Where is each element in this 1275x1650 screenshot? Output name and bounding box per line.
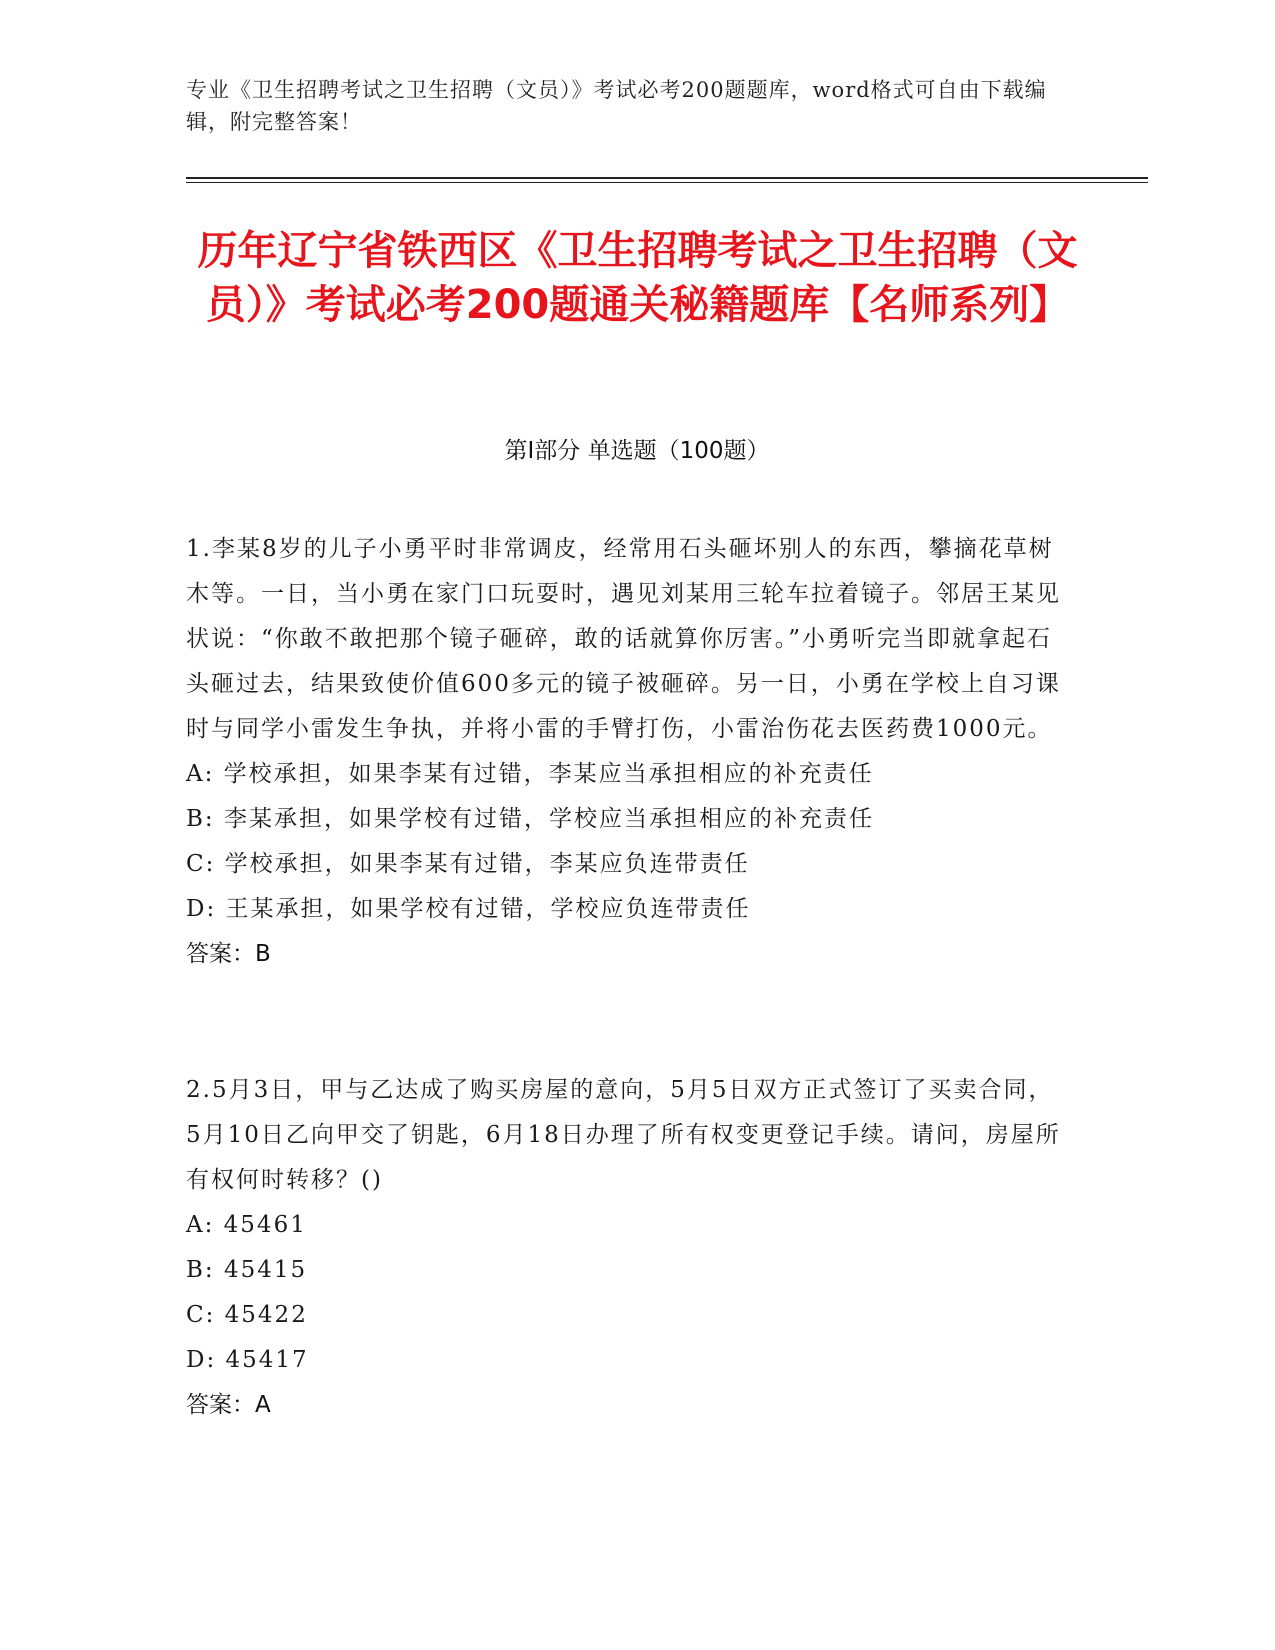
header-note: 专业《卫生招聘考试之卫生招聘（文员）》考试必考200题题库，word格式可自由下载编辑，附完整答案！: [186, 78, 1047, 134]
answer: 答案：B: [186, 941, 271, 967]
section-heading: 第Ⅰ部分 单选题（100题）: [504, 438, 770, 464]
option-d: D: 45417: [186, 1347, 309, 1373]
header-divider-thin: [186, 182, 1148, 183]
question-1: [186, 527, 1066, 977]
answer: 答案：A: [186, 1392, 271, 1418]
option-c: C: 45422: [186, 1302, 308, 1328]
question-2: [186, 1068, 1066, 1428]
option-b: B: 45415: [186, 1257, 308, 1283]
option-d: D: 王某承担，如果学校有过错，学校应负连带责任: [186, 896, 751, 922]
question-stem: 1.李某8岁的儿子小勇平时非常调皮，经常用石头砸坏别人的东西，攀摘花草树木等。一日，当小勇在家门口玩耍时，遇见刘某用三轮车拉着镜子。邻居王某见状说：“你敢不敢把那个镜子砸碎，敢的话就算你厉害。”小勇听完当即就拿起石头砸过去，结果致使价值600多元的镜子被砸碎。另一日，小勇在学校上自习课时与同学小雷发生争执，并将小雷的手臂打伤，小雷治伤花去医药费1000元。: [186, 536, 1061, 742]
option-a: A: 学校承担，如果李某有过错，李某应当承担相应的补充责任: [186, 761, 874, 787]
option-b: B: 李某承担，如果学校有过错，学校应当承担相应的补充责任: [186, 806, 874, 832]
option-c: C: 学校承担，如果李某有过错，李某应负连带责任: [186, 851, 750, 877]
document-title: 历年辽宁省铁西区《卫生招聘考试之卫生招聘（文员）》考试必考200题通关秘籍题库【名师系列】: [197, 228, 1078, 328]
option-a: A: 45461: [186, 1212, 307, 1238]
question-stem: 2.5月3日，甲与乙达成了购买房屋的意向，5月5日双方正式签订了买卖合同，5月10日乙向甲交了钥匙，6月18日办理了所有权变更登记手续。请问，房屋所有权何时转移？(): [186, 1077, 1061, 1193]
header-divider-thick: [186, 177, 1148, 179]
